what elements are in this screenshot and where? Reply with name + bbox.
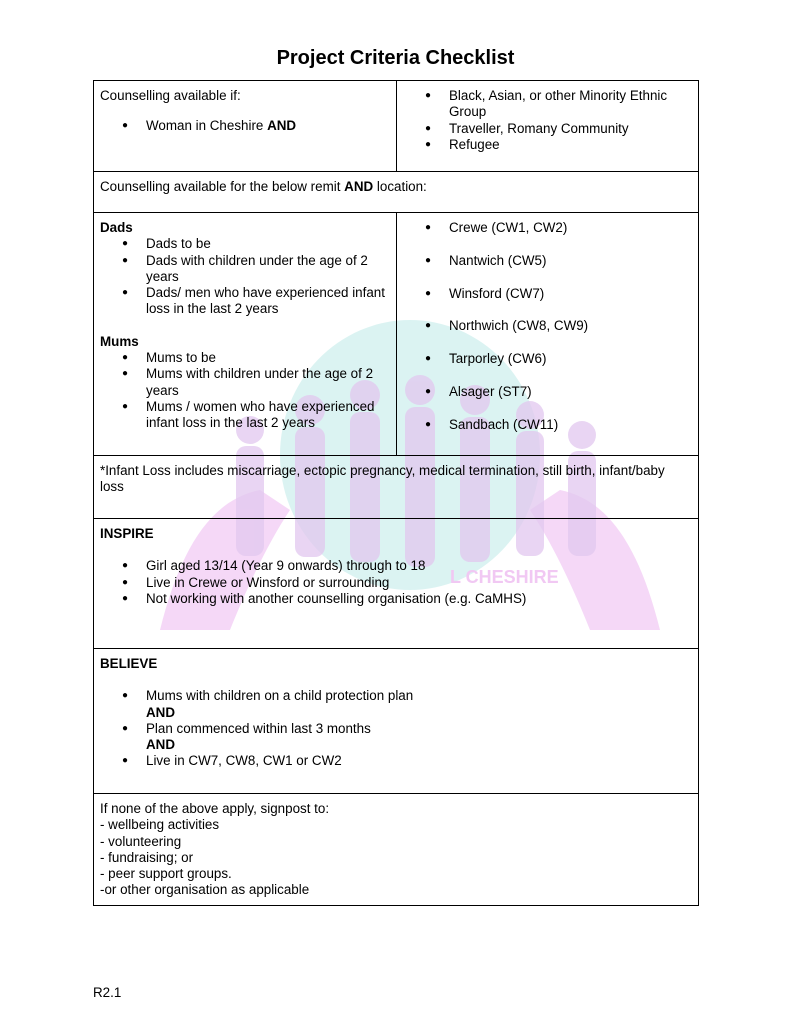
signpost-line: - peer support groups. <box>100 866 232 882</box>
location-item: ● Sandbach (CW11) <box>449 417 692 433</box>
dads-heading: Dads <box>100 220 133 235</box>
location-item: ● Alsager (ST7) <box>449 384 692 400</box>
signpost-line: - fundraising; or <box>100 849 194 865</box>
list-item: ● Live in CW7, CW8, CW1 or CW2 <box>146 753 692 769</box>
minority-groups-cell <box>397 81 699 172</box>
list-item: ● Plan commenced within last 3 months AND <box>146 721 692 754</box>
list-item: ● Not working with another counselling organisation (e.g. CaMHS) <box>146 591 692 607</box>
list-item: ● Dads/ men who have experienced infant loss in the last 2 years <box>146 285 390 318</box>
signpost-cell <box>94 794 699 906</box>
list-item: ● Dads to be <box>146 236 390 252</box>
inspire-cell <box>94 519 699 649</box>
list-item: ● Woman in Cheshire AND <box>146 118 390 134</box>
list-item: ● Girl aged 13/14 (Year 9 onwards) through to 18 <box>146 558 692 574</box>
signpost-intro: If none of the above apply, signpost to: <box>100 801 330 816</box>
list-item: ● Mums with children on a child protection plan AND <box>146 688 692 721</box>
list-item: ● Black, Asian, or other Minority Ethnic Group <box>449 88 692 121</box>
location-item: ● Tarporley (CW6) <box>449 351 692 367</box>
location-item: ● Nantwich (CW5) <box>449 253 692 269</box>
table-row <box>94 456 699 519</box>
mums-heading: Mums <box>100 333 139 349</box>
list-item: ● Mums / women who have experienced infant loss in the last 2 years <box>146 399 390 432</box>
remit-location-cell: Counselling available for the below remit AND location: <box>94 172 699 213</box>
list-item: ● Mums with children under the age of 2 years <box>146 366 390 399</box>
page-title: Project Criteria Checklist <box>276 47 515 69</box>
signpost-line: - volunteering <box>100 833 182 849</box>
counselling-intro: Counselling available if: <box>100 88 241 103</box>
locations-cell <box>397 213 699 456</box>
infant-loss-note: *Infant Loss includes miscarriage, ectopic pregnancy, medical termination, still birth, infant/baby loss <box>100 463 665 495</box>
list-item: ● Mums to be <box>146 350 390 366</box>
criteria-table <box>93 80 699 906</box>
location-item: ● Crewe (CW1, CW2) <box>449 220 692 236</box>
location-item: ● Winsford (CW7) <box>449 286 692 302</box>
table-row <box>94 519 699 649</box>
table-row <box>94 172 699 213</box>
table-row <box>94 794 699 906</box>
table-row <box>94 213 699 456</box>
list-item: ● Live in Crewe or Winsford or surrounding <box>146 575 692 591</box>
infant-loss-note-cell <box>94 456 699 519</box>
list-item: ● Dads with children under the age of 2 years <box>146 253 390 286</box>
signpost-line: - wellbeing activities <box>100 817 220 833</box>
believe-heading: BELIEVE <box>100 656 158 671</box>
table-row <box>94 649 699 794</box>
believe-cell <box>94 649 699 794</box>
remit-cell <box>94 213 397 456</box>
watermark-text: L CHESHIRE <box>450 567 559 587</box>
location-item: ● Northwich (CW8, CW9) <box>449 318 692 334</box>
table-row <box>94 81 699 172</box>
inspire-heading: INSPIRE <box>100 526 154 541</box>
list-item: ● Refugee <box>449 137 692 153</box>
document-version: R2.1 <box>93 985 122 1000</box>
list-item: ● Traveller, Romany Community <box>449 121 692 137</box>
counselling-eligibility-cell <box>94 81 397 172</box>
signpost-line: -or other organisation as applicable <box>100 882 310 898</box>
